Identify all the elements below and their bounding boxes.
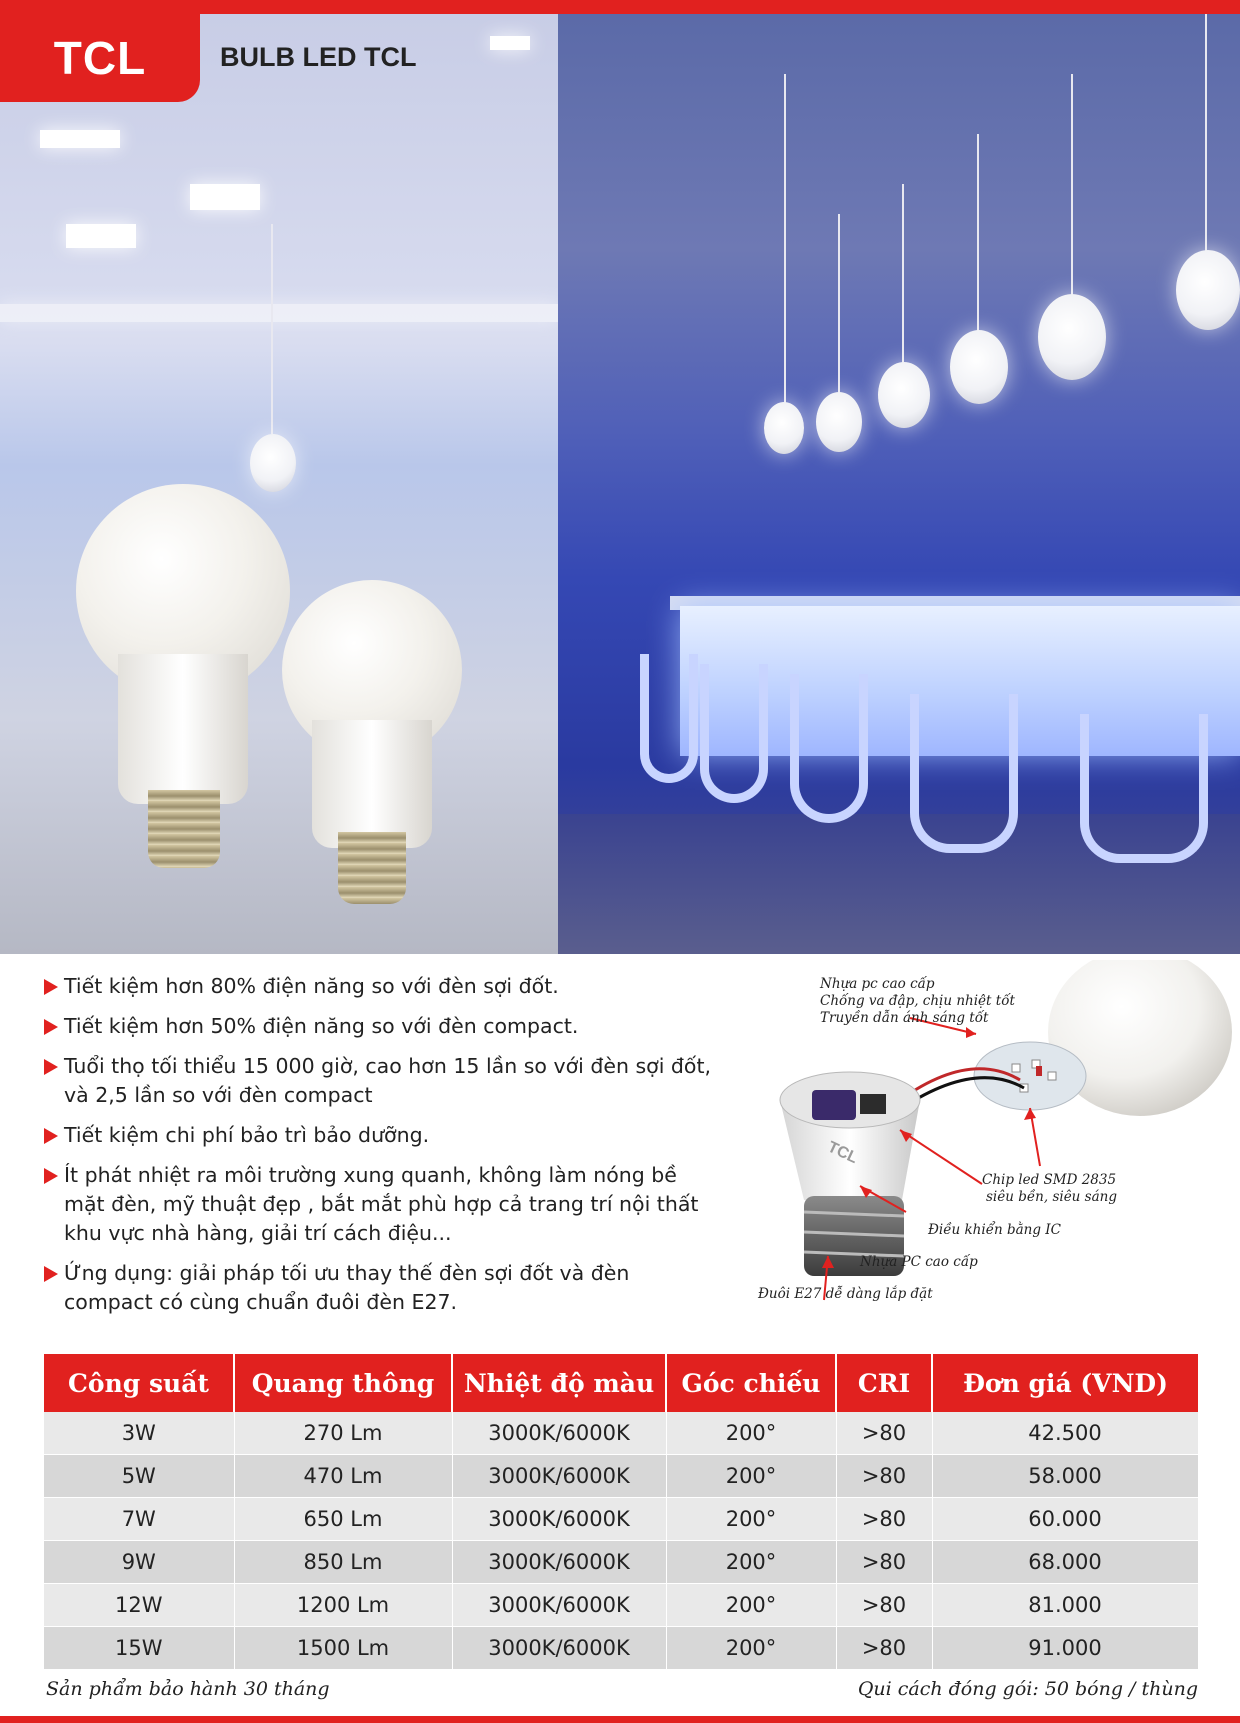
cell-price: 60.000: [932, 1498, 1198, 1541]
bar-stool: [1080, 714, 1208, 863]
cell-power: 7W: [44, 1498, 234, 1541]
header-color-temp: Nhiệt độ màu: [452, 1354, 666, 1412]
spec-price-table: [44, 1354, 1199, 1670]
bar-stool: [700, 664, 768, 803]
cell-price: 68.000: [932, 1541, 1198, 1584]
bulb-structure-diagram: [720, 960, 1240, 1340]
pendant-bulb: [764, 402, 804, 454]
ceiling-light-panel: [66, 224, 136, 248]
cell-lumen: 1500 Lm: [234, 1627, 452, 1670]
bar-stool: [640, 654, 698, 783]
cell-color-temp: 3000K/6000K: [452, 1498, 666, 1541]
ceiling-light-panel: [40, 130, 120, 148]
cell-cri: >80: [836, 1455, 932, 1498]
cell-beam-angle: 200°: [666, 1412, 836, 1455]
header-cri: CRI: [836, 1354, 932, 1412]
pendant-wire: [1205, 14, 1207, 254]
pendant-wire: [838, 214, 840, 394]
feature-item: Tuổi thọ tối thiểu 15 000 giờ, cao hơn 15 lần so với đèn sợi đốt, và 2,5 lần so với đèn compact: [42, 1052, 722, 1110]
pendant-wire: [271, 224, 273, 434]
cell-price: 42.500: [932, 1412, 1198, 1455]
cell-power: 3W: [44, 1412, 234, 1455]
product-bulb-small: [282, 580, 472, 910]
cell-beam-angle: 200°: [666, 1455, 836, 1498]
cell-beam-angle: 200°: [666, 1498, 836, 1541]
cell-lumen: 470 Lm: [234, 1455, 452, 1498]
cover-label-2: Chống va đập, chịu nhiệt tốt: [820, 993, 1015, 1009]
cell-beam-angle: 200°: [666, 1541, 836, 1584]
bar-stool: [910, 694, 1018, 853]
header-lumen: Quang thông: [234, 1354, 452, 1412]
table-row: [44, 1584, 1198, 1627]
pendant-wire: [1071, 74, 1073, 304]
cell-cri: >80: [836, 1498, 932, 1541]
cell-beam-angle: 200°: [666, 1584, 836, 1627]
table-row: [44, 1541, 1198, 1584]
header-price: Đơn giá (VND): [932, 1354, 1198, 1412]
cell-power: 5W: [44, 1455, 234, 1498]
hero-photo: [0, 14, 1240, 954]
table-row: [44, 1498, 1198, 1541]
warranty-note: Sản phẩm bảo hành 30 tháng: [46, 1678, 330, 1700]
feature-item: Tiết kiệm chi phí bảo trì bảo dưỡng.: [42, 1121, 722, 1150]
cell-color-temp: 3000K/6000K: [452, 1412, 666, 1455]
top-accent-bar: [0, 0, 1240, 14]
bottom-accent-bar: [0, 1716, 1240, 1723]
feature-item: Tiết kiệm hơn 80% điện năng so với đèn sợi đốt.: [42, 972, 722, 1001]
cell-cri: >80: [836, 1541, 932, 1584]
table-row: [44, 1627, 1198, 1670]
cell-lumen: 650 Lm: [234, 1498, 452, 1541]
cover-label-3: Truyền dẫn ánh sáng tốt: [820, 1010, 989, 1026]
cell-color-temp: 3000K/6000K: [452, 1455, 666, 1498]
cell-color-temp: 3000K/6000K: [452, 1627, 666, 1670]
pointer-ic: [900, 1130, 982, 1184]
pendant-bulb: [816, 392, 862, 452]
product-bulb-large: [76, 484, 296, 884]
cell-power: 12W: [44, 1584, 234, 1627]
chip-label-2: siêu bền, siêu sáng: [986, 1189, 1117, 1205]
feature-list: [42, 972, 722, 1328]
housing-logo: TCL: [824, 1138, 861, 1168]
base-label: Đuôi E27 dễ dàng lắp đặt: [758, 1286, 933, 1302]
cell-color-temp: 3000K/6000K: [452, 1541, 666, 1584]
cell-price: 81.000: [932, 1584, 1198, 1627]
chip-label-1: Chip led SMD 2835: [982, 1172, 1117, 1188]
cell-lumen: 1200 Lm: [234, 1584, 452, 1627]
feature-item: Tiết kiệm hơn 50% điện năng so với đèn compact.: [42, 1012, 722, 1041]
cell-price: 91.000: [932, 1627, 1198, 1670]
packing-note: Qui cách đóng gói: 50 bóng / thùng: [857, 1678, 1198, 1700]
cell-color-temp: 3000K/6000K: [452, 1584, 666, 1627]
housing-label: Nhựa PC cao cấp: [860, 1254, 978, 1270]
feature-item: Ứng dụng: giải pháp tối ưu thay thế đèn sợi đốt và đèn compact có cùng chuẩn đuôi đèn E27.: [42, 1259, 722, 1317]
ic-label: Điều khiển bằng IC: [928, 1222, 1061, 1238]
led-board: [974, 1042, 1086, 1110]
pendant-wire: [902, 184, 904, 364]
wall-light-strip: [0, 304, 558, 322]
table-header-row: [44, 1354, 1198, 1412]
tcl-logo: [0, 14, 200, 102]
ceiling-light-panel: [190, 184, 260, 210]
pendant-wire: [784, 74, 786, 404]
cell-beam-angle: 200°: [666, 1627, 836, 1670]
table-row: [44, 1455, 1198, 1498]
logo-text: TCL: [53, 32, 147, 84]
cell-power: 9W: [44, 1541, 234, 1584]
cell-cri: >80: [836, 1412, 932, 1455]
cell-power: 15W: [44, 1627, 234, 1670]
cell-lumen: 270 Lm: [234, 1412, 452, 1455]
page-title: BULB LED TCL: [220, 42, 417, 72]
ceiling-light-panel: [490, 36, 530, 50]
pendant-wire: [977, 134, 979, 334]
cell-price: 58.000: [932, 1455, 1198, 1498]
pendant-bulb: [950, 330, 1008, 404]
cell-lumen: 850 Lm: [234, 1541, 452, 1584]
bar-stool: [790, 674, 868, 823]
header-beam-angle: Góc chiếu: [666, 1354, 836, 1412]
header-power: Công suất: [44, 1354, 234, 1412]
cover-label-1: Nhựa pc cao cấp: [820, 976, 935, 992]
cell-cri: >80: [836, 1584, 932, 1627]
pendant-bulb: [1176, 250, 1240, 330]
pendant-bulb: [1038, 294, 1106, 380]
feature-item: Ít phát nhiệt ra môi trường xung quanh, không làm nóng bề mặt đèn, mỹ thuật đẹp , bắt mắt phù hợp cả trang trí nội thất khu vực nhà hàng, giải trí cách điệu...: [42, 1161, 722, 1248]
table-row: [44, 1412, 1198, 1455]
pendant-bulb: [878, 362, 930, 428]
cell-cri: >80: [836, 1627, 932, 1670]
